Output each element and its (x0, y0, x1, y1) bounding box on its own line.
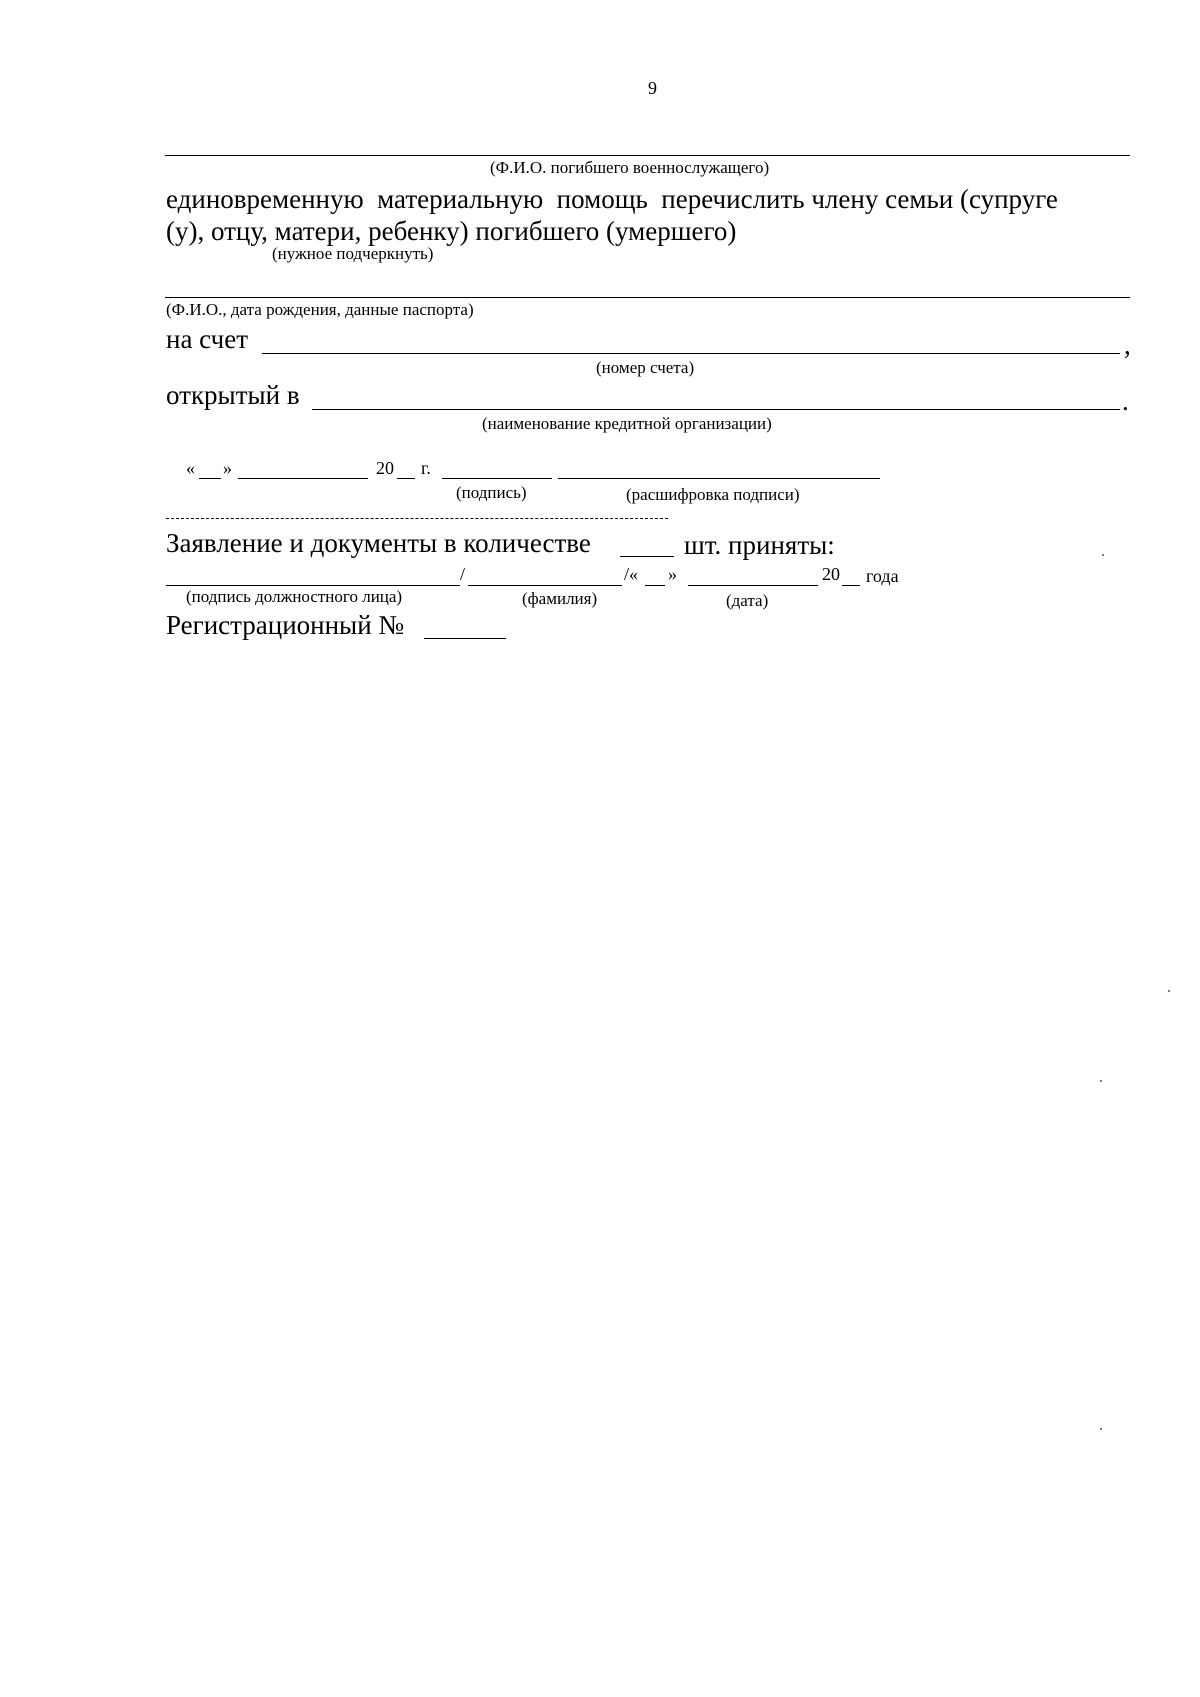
signature-decoding-line[interactable] (558, 478, 880, 479)
caption-date: (дата) (726, 591, 769, 610)
day2-line[interactable] (645, 585, 665, 586)
bank-label: открытый в (166, 380, 300, 410)
month2-line[interactable] (688, 585, 818, 586)
month-line[interactable] (238, 478, 368, 479)
caption-official-signature: (подпись должностного лица) (186, 587, 403, 606)
paragraph-line-2: (у), отцу, матери, ребенку) погибшего (умершего) (166, 216, 737, 246)
bank-period: . (1122, 386, 1129, 416)
deceased-name-line[interactable] (165, 155, 1130, 156)
scan-speck (1102, 554, 1104, 556)
recipient-line[interactable] (165, 297, 1130, 298)
year-suffix: г. (421, 458, 431, 478)
accepted-prefix: Заявление и документы в количестве (166, 528, 591, 558)
caption-surname: (фамилия) (522, 589, 598, 608)
caption-signature: (подпись) (456, 483, 527, 502)
year2-line[interactable] (842, 585, 860, 586)
account-comma: , (1124, 330, 1131, 360)
caption-underline: (нужное подчеркнуть) (272, 244, 434, 263)
date-close-quote: » (223, 458, 232, 478)
signature-line[interactable] (442, 478, 552, 479)
year-line[interactable] (397, 478, 415, 479)
year2-suffix: года (866, 566, 899, 586)
separator-line (166, 518, 668, 519)
slash-2: /« (624, 564, 639, 584)
caption-recipient: (Ф.И.О., дата рождения, данные паспорта) (166, 300, 474, 319)
bank-name-line[interactable] (312, 409, 1120, 410)
account-number-line[interactable] (262, 353, 1120, 354)
date-open-quote: « (186, 458, 195, 478)
registration-label: Регистрационный № (166, 610, 405, 640)
scan-speck (1168, 990, 1170, 992)
caption-bank: (наименование кредитной организации) (482, 414, 772, 433)
year-prefix: 20 (376, 458, 394, 478)
official-signature-line[interactable] (166, 585, 460, 586)
paragraph-line-1: единовременную материальную помощь перечислить члену семьи (супруге (166, 184, 1058, 214)
caption-signature-decoding: (расшифровка подписи) (626, 485, 800, 504)
date2-close-quote: » (668, 564, 677, 584)
scan-speck (1100, 1080, 1102, 1082)
registration-number-line[interactable] (424, 638, 506, 639)
year2-prefix: 20 (822, 564, 840, 584)
page-number: 9 (648, 78, 657, 98)
accepted-suffix: шт. приняты: (684, 530, 835, 560)
day-line[interactable] (199, 478, 221, 479)
caption-account: (номер счета) (596, 358, 695, 377)
account-label: на счет (166, 324, 248, 354)
caption-deceased: (Ф.И.О. погибшего военнослужащего) (490, 158, 770, 177)
surname-line[interactable] (468, 585, 622, 586)
document-count-line[interactable] (620, 556, 674, 557)
scan-speck (1100, 1428, 1102, 1430)
slash-1: / (460, 564, 466, 584)
